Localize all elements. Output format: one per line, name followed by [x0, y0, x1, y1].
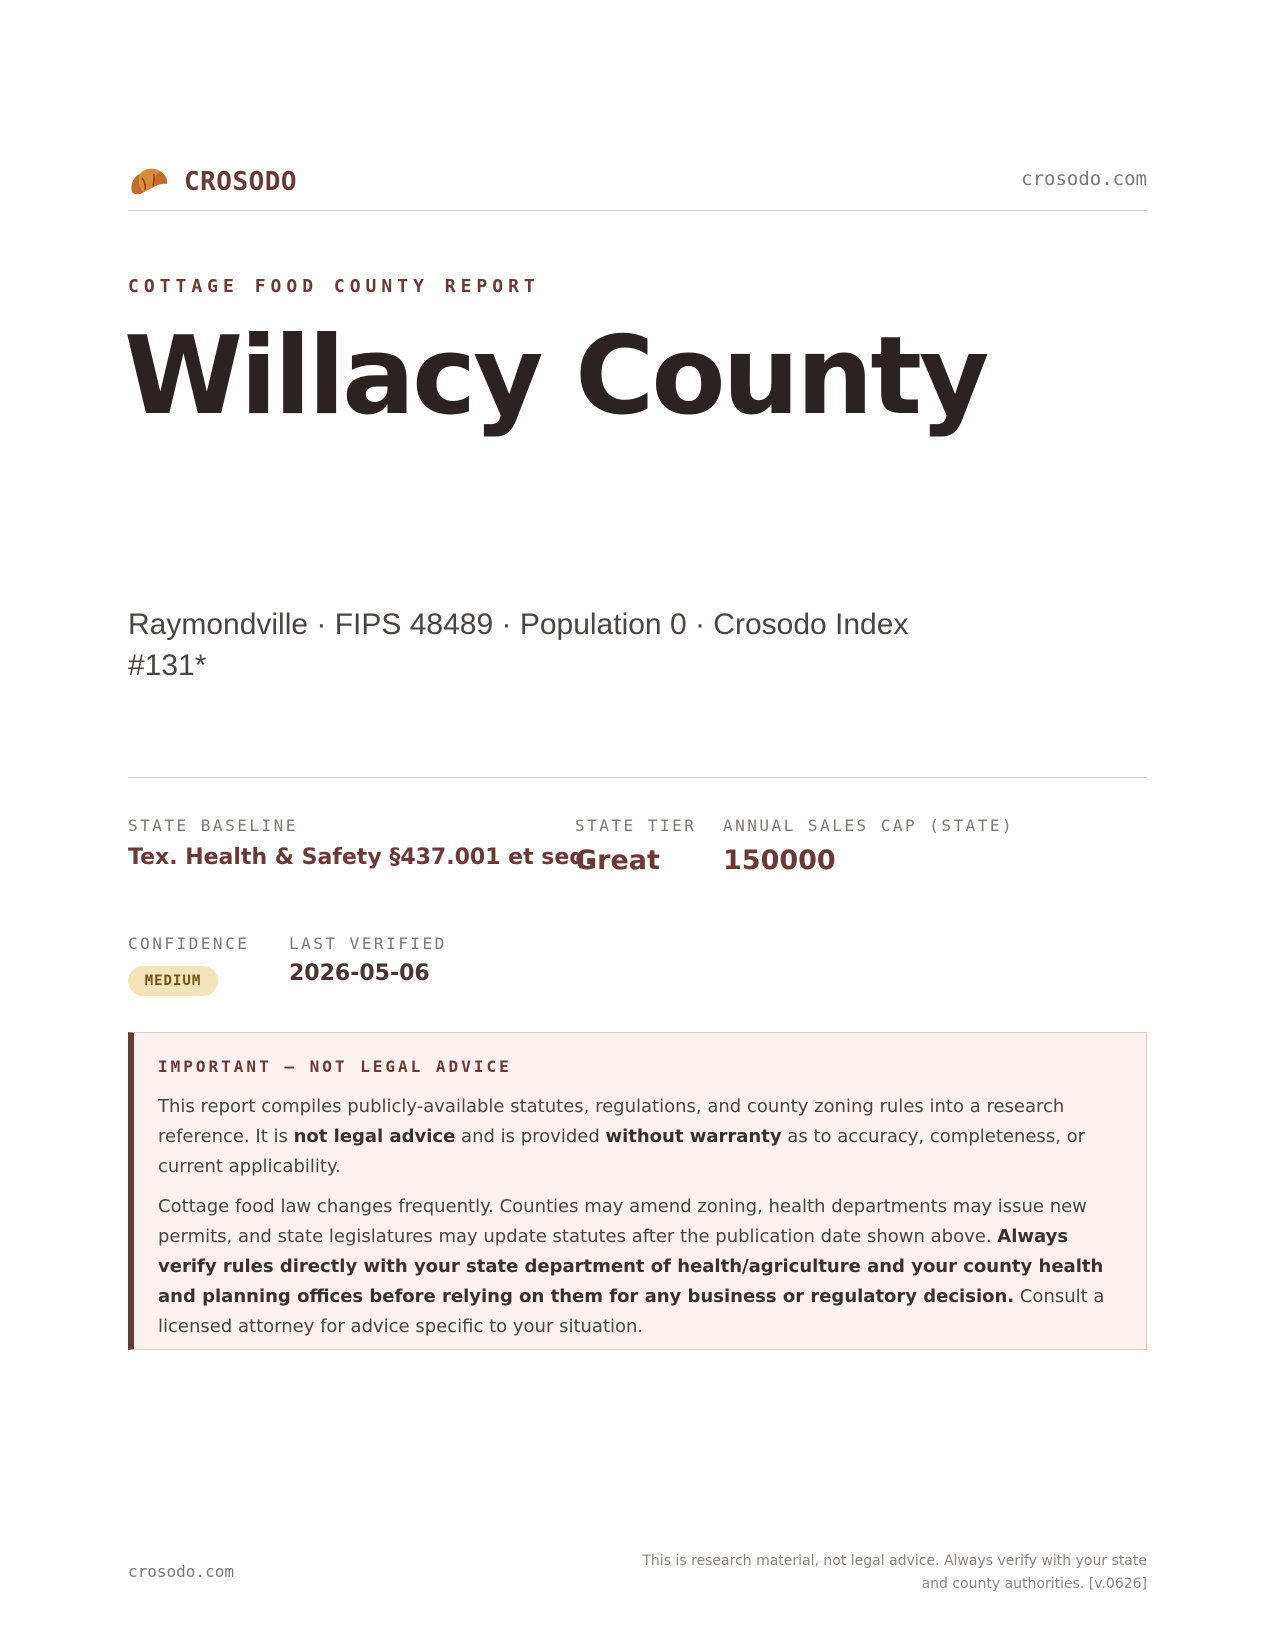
sales-cap-value: 150000	[723, 845, 836, 876]
state-tier-label: STATE TIER	[575, 816, 697, 835]
notice-text: as to accuracy, completeness, or current applicability.	[158, 1126, 1086, 1177]
state-baseline-value: Tex. Health & Safety §437.001 et seq.	[128, 845, 594, 870]
sales-cap-label: ANNUAL SALES CAP (STATE)	[723, 816, 1015, 835]
divider	[128, 777, 1147, 778]
state-tier-value: Great	[575, 845, 660, 876]
notice-emphasis: without warranty	[605, 1126, 782, 1147]
county-subtitle: Raymondville · FIPS 48489 · Population 0 · Crosodo Index #131*	[128, 608, 909, 682]
last-verified-value: 2026-05-06	[289, 961, 430, 986]
legal-notice	[128, 1032, 1147, 1350]
page-header	[128, 158, 1147, 211]
report-page	[124, 0, 1147, 1650]
brand-name: CROSODO	[184, 167, 298, 197]
confidence-label: CONFIDENCE	[128, 934, 250, 953]
croissant-icon	[128, 162, 170, 202]
report-kicker: COTTAGE FOOD COUNTY REPORT	[128, 276, 540, 297]
footer-disclaimer	[587, 1550, 1147, 1596]
notice-paragraph-2	[158, 1192, 1120, 1342]
last-verified-label: LAST VERIFIED	[289, 934, 447, 953]
state-baseline-label: STATE BASELINE	[128, 816, 298, 835]
notice-title: IMPORTANT — NOT LEGAL ADVICE	[158, 1057, 512, 1076]
confidence-badge: MEDIUM	[128, 966, 218, 996]
notice-text: and is provided	[455, 1126, 606, 1147]
notice-emphasis: Always verify rules directly with your state department of health/agriculture and your county health and planning offices before relying on them for any business or regulatory decision.	[158, 1226, 1104, 1307]
notice-text: Consult a licensed attorney for advice specific to your situation.	[158, 1286, 1105, 1337]
notice-text: Cottage food law changes frequently. Counties may amend zoning, health departments may issue new permits, and state legislatures may update statutes after the publication date shown above.	[158, 1196, 1087, 1247]
site-link[interactable]: crosodo.com	[1021, 168, 1147, 190]
notice-emphasis: not legal advice	[293, 1126, 456, 1147]
notice-text: This report compiles publicly-available statutes, regulations, and county zoning rules into a research reference. It is	[158, 1096, 1065, 1147]
page-title: Willacy County	[124, 314, 987, 439]
notice-paragraph-1	[158, 1092, 1120, 1182]
footer-disclaimer-line-1: This is research material, not legal advice. Always verify with your state	[642, 1553, 1147, 1569]
brand	[128, 162, 297, 202]
footer-disclaimer-line-2: and county authorities. [v.0626]	[921, 1576, 1147, 1592]
footer-site[interactable]: crosodo.com	[128, 1562, 234, 1581]
